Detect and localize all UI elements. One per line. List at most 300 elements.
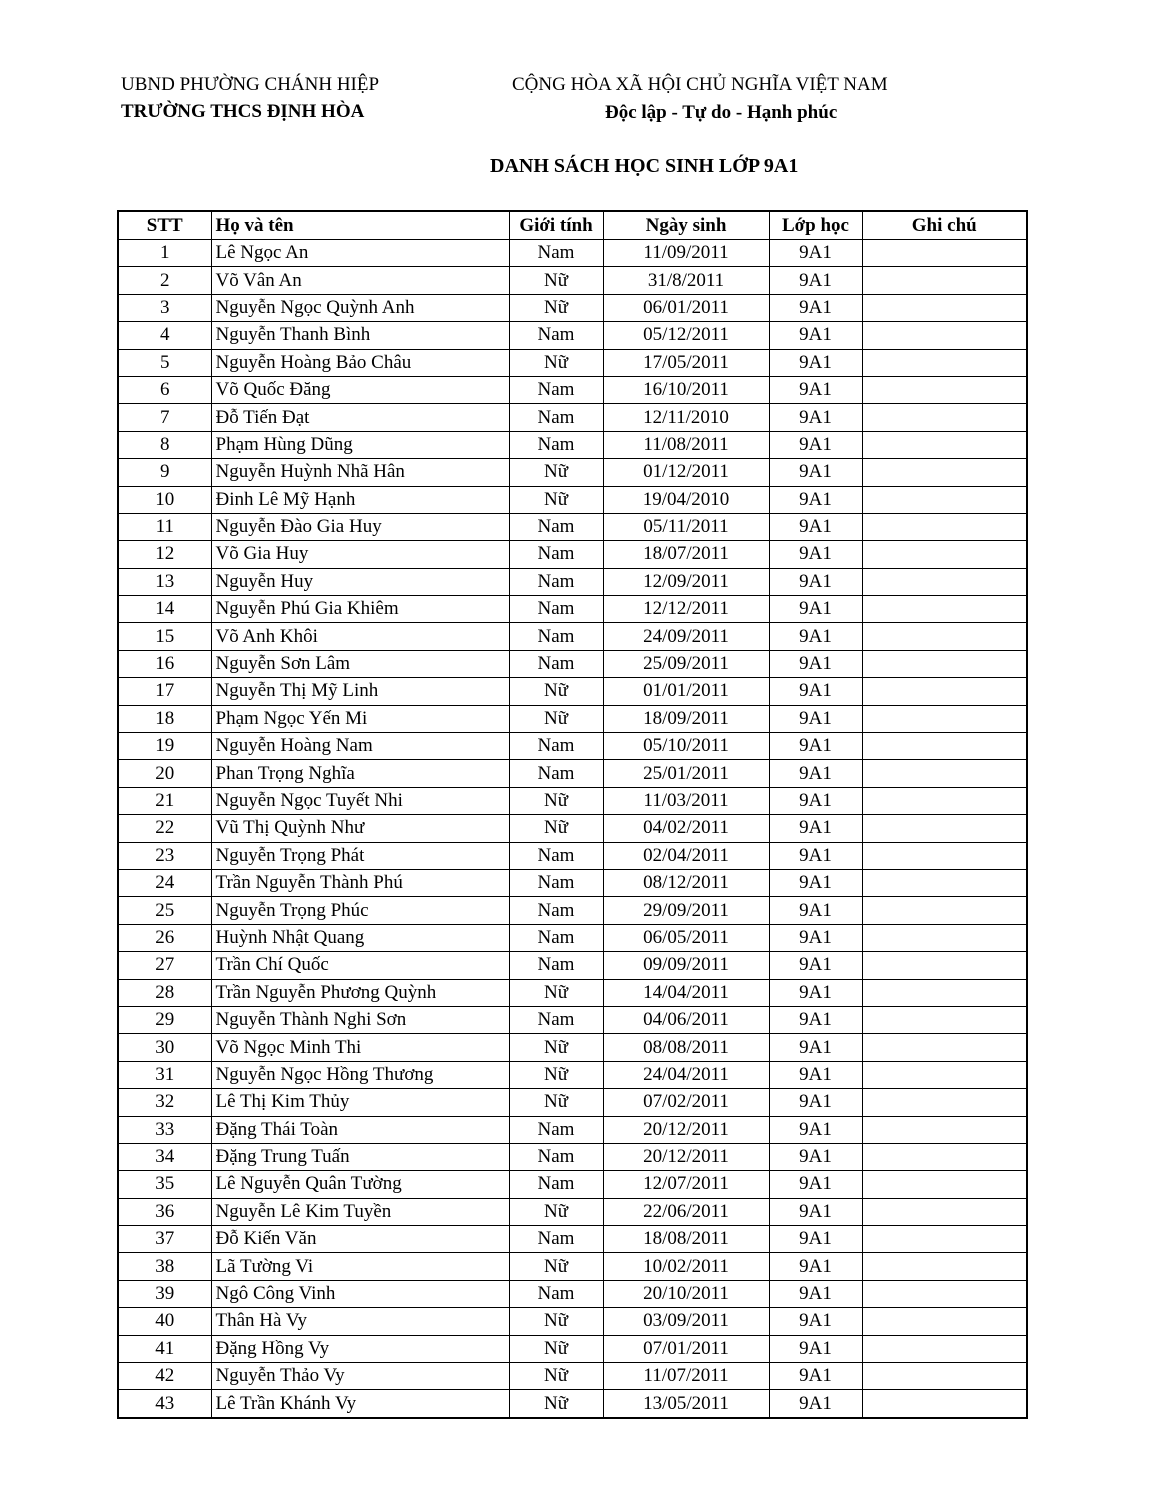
cell-gender: Nữ: [509, 294, 603, 321]
table-row: [118, 1335, 1027, 1362]
cell-stt: 28: [118, 979, 211, 1006]
cell-name: Đinh Lê Mỹ Hạnh: [211, 486, 509, 513]
cell-class: 9A1: [769, 349, 862, 376]
table-row: [118, 815, 1027, 842]
cell-stt: 39: [118, 1280, 211, 1307]
cell-class: 9A1: [769, 760, 862, 787]
cell-name: Võ Anh Khôi: [211, 623, 509, 650]
cell-notes: [862, 1308, 1027, 1335]
cell-stt: 43: [118, 1390, 211, 1418]
cell-notes: [862, 1171, 1027, 1198]
cell-name: Nguyễn Thảo Vy: [211, 1363, 509, 1390]
table-row: [118, 1198, 1027, 1225]
table-row: [118, 513, 1027, 540]
cell-class: 9A1: [769, 1308, 862, 1335]
cell-class: 9A1: [769, 1390, 862, 1418]
table-row: [118, 1253, 1027, 1280]
cell-stt: 1: [118, 240, 211, 267]
cell-gender: Nam: [509, 842, 603, 869]
cell-gender: Nữ: [509, 1390, 603, 1418]
cell-name: Đặng Hồng Vy: [211, 1335, 509, 1362]
cell-stt: 40: [118, 1308, 211, 1335]
cell-name: Thân Hà Vy: [211, 1308, 509, 1335]
table-row: [118, 979, 1027, 1006]
cell-gender: Nữ: [509, 1198, 603, 1225]
table-row: [118, 1034, 1027, 1061]
cell-class: 9A1: [769, 1143, 862, 1170]
cell-name: Huỳnh Nhật Quang: [211, 924, 509, 951]
cell-birthdate: 19/04/2010: [603, 486, 769, 513]
table-row: [118, 1390, 1027, 1418]
cell-gender: Nam: [509, 897, 603, 924]
column-header-name: Họ và tên: [211, 211, 509, 240]
cell-class: 9A1: [769, 376, 862, 403]
cell-class: 9A1: [769, 952, 862, 979]
cell-notes: [862, 1226, 1027, 1253]
cell-notes: [862, 267, 1027, 294]
table-row: [118, 404, 1027, 431]
column-header-notes: Ghi chú: [862, 211, 1027, 240]
cell-name: Lê Thị Kim Thủy: [211, 1089, 509, 1116]
document-title: DANH SÁCH HỌC SINH LỚP 9A1: [490, 155, 799, 177]
table-header-row: [118, 211, 1027, 240]
cell-birthdate: 01/12/2011: [603, 459, 769, 486]
cell-birthdate: 05/12/2011: [603, 322, 769, 349]
cell-stt: 19: [118, 733, 211, 760]
cell-notes: [862, 568, 1027, 595]
cell-name: Lã Tường Vi: [211, 1253, 509, 1280]
cell-notes: [862, 1390, 1027, 1418]
cell-gender: Nam: [509, 733, 603, 760]
column-header-stt: STT: [118, 211, 211, 240]
cell-gender: Nữ: [509, 1308, 603, 1335]
cell-gender: Nam: [509, 431, 603, 458]
cell-class: 9A1: [769, 568, 862, 595]
cell-name: Nguyễn Phú Gia Khiêm: [211, 596, 509, 623]
cell-class: 9A1: [769, 1089, 862, 1116]
cell-name: Trần Chí Quốc: [211, 952, 509, 979]
cell-birthdate: 06/01/2011: [603, 294, 769, 321]
cell-stt: 37: [118, 1226, 211, 1253]
cell-gender: Nữ: [509, 815, 603, 842]
cell-stt: 26: [118, 924, 211, 951]
cell-notes: [862, 1253, 1027, 1280]
cell-name: Lê Ngọc An: [211, 240, 509, 267]
cell-birthdate: 12/07/2011: [603, 1171, 769, 1198]
cell-birthdate: 01/01/2011: [603, 678, 769, 705]
cell-notes: [862, 678, 1027, 705]
cell-notes: [862, 1198, 1027, 1225]
table-row: [118, 322, 1027, 349]
cell-birthdate: 11/07/2011: [603, 1363, 769, 1390]
cell-stt: 16: [118, 650, 211, 677]
cell-notes: [862, 240, 1027, 267]
table-row: [118, 1308, 1027, 1335]
table-row: [118, 1363, 1027, 1390]
cell-stt: 24: [118, 869, 211, 896]
cell-gender: Nữ: [509, 1335, 603, 1362]
cell-stt: 41: [118, 1335, 211, 1362]
table-row: [118, 1006, 1027, 1033]
cell-stt: 2: [118, 267, 211, 294]
table-row: [118, 1171, 1027, 1198]
cell-gender: Nam: [509, 541, 603, 568]
cell-birthdate: 12/09/2011: [603, 568, 769, 595]
cell-notes: [862, 404, 1027, 431]
table-row: [118, 431, 1027, 458]
cell-class: 9A1: [769, 733, 862, 760]
cell-notes: [862, 869, 1027, 896]
cell-gender: Nữ: [509, 267, 603, 294]
cell-class: 9A1: [769, 1116, 862, 1143]
cell-notes: [862, 842, 1027, 869]
cell-notes: [862, 349, 1027, 376]
table-row: [118, 1226, 1027, 1253]
cell-name: Phạm Hùng Dũng: [211, 431, 509, 458]
cell-notes: [862, 897, 1027, 924]
cell-class: 9A1: [769, 1061, 862, 1088]
cell-birthdate: 29/09/2011: [603, 897, 769, 924]
cell-class: 9A1: [769, 815, 862, 842]
cell-gender: Nam: [509, 924, 603, 951]
table-row: [118, 733, 1027, 760]
cell-class: 9A1: [769, 1034, 862, 1061]
cell-birthdate: 04/02/2011: [603, 815, 769, 842]
cell-gender: Nữ: [509, 459, 603, 486]
table-body: [118, 240, 1027, 1418]
cell-birthdate: 22/06/2011: [603, 1198, 769, 1225]
cell-class: 9A1: [769, 623, 862, 650]
cell-stt: 5: [118, 349, 211, 376]
cell-gender: Nữ: [509, 349, 603, 376]
cell-stt: 42: [118, 1363, 211, 1390]
cell-name: Nguyễn Huy: [211, 568, 509, 595]
cell-birthdate: 08/08/2011: [603, 1034, 769, 1061]
cell-stt: 34: [118, 1143, 211, 1170]
cell-birthdate: 20/12/2011: [603, 1143, 769, 1170]
table-row: [118, 869, 1027, 896]
cell-name: Nguyễn Thanh Bình: [211, 322, 509, 349]
cell-gender: Nam: [509, 376, 603, 403]
cell-notes: [862, 1280, 1027, 1307]
cell-stt: 10: [118, 486, 211, 513]
cell-notes: [862, 431, 1027, 458]
cell-birthdate: 20/10/2011: [603, 1280, 769, 1307]
cell-notes: [862, 1116, 1027, 1143]
cell-class: 9A1: [769, 924, 862, 951]
cell-stt: 27: [118, 952, 211, 979]
cell-notes: [862, 705, 1027, 732]
cell-birthdate: 07/01/2011: [603, 1335, 769, 1362]
cell-class: 9A1: [769, 1226, 862, 1253]
cell-stt: 15: [118, 623, 211, 650]
cell-gender: Nam: [509, 513, 603, 540]
cell-gender: Nam: [509, 1226, 603, 1253]
cell-name: Nguyễn Huỳnh Nhã Hân: [211, 459, 509, 486]
cell-gender: Nam: [509, 869, 603, 896]
cell-name: Đỗ Kiến Văn: [211, 1226, 509, 1253]
cell-birthdate: 18/09/2011: [603, 705, 769, 732]
cell-class: 9A1: [769, 1198, 862, 1225]
cell-birthdate: 20/12/2011: [603, 1116, 769, 1143]
cell-birthdate: 12/12/2011: [603, 596, 769, 623]
cell-birthdate: 25/01/2011: [603, 760, 769, 787]
cell-gender: Nam: [509, 240, 603, 267]
cell-stt: 25: [118, 897, 211, 924]
cell-stt: 22: [118, 815, 211, 842]
cell-notes: [862, 1006, 1027, 1033]
cell-gender: Nam: [509, 1116, 603, 1143]
table-row: [118, 760, 1027, 787]
cell-birthdate: 11/08/2011: [603, 431, 769, 458]
cell-stt: 35: [118, 1171, 211, 1198]
table-row: [118, 459, 1027, 486]
cell-stt: 36: [118, 1198, 211, 1225]
cell-stt: 17: [118, 678, 211, 705]
cell-notes: [862, 650, 1027, 677]
school-name: TRƯỜNG THCS ĐỊNH HÒA: [121, 101, 365, 122]
cell-class: 9A1: [769, 650, 862, 677]
cell-class: 9A1: [769, 240, 862, 267]
table-row: [118, 650, 1027, 677]
cell-stt: 29: [118, 1006, 211, 1033]
cell-name: Đặng Trung Tuấn: [211, 1143, 509, 1170]
cell-birthdate: 14/04/2011: [603, 979, 769, 1006]
cell-stt: 23: [118, 842, 211, 869]
cell-notes: [862, 596, 1027, 623]
cell-gender: Nữ: [509, 979, 603, 1006]
cell-name: Nguyễn Ngọc Hồng Thương: [211, 1061, 509, 1088]
cell-notes: [862, 733, 1027, 760]
cell-stt: 13: [118, 568, 211, 595]
cell-class: 9A1: [769, 541, 862, 568]
cell-birthdate: 09/09/2011: [603, 952, 769, 979]
cell-birthdate: 24/09/2011: [603, 623, 769, 650]
table-row: [118, 1280, 1027, 1307]
cell-class: 9A1: [769, 705, 862, 732]
cell-notes: [862, 1034, 1027, 1061]
cell-birthdate: 25/09/2011: [603, 650, 769, 677]
cell-birthdate: 24/04/2011: [603, 1061, 769, 1088]
cell-gender: Nữ: [509, 787, 603, 814]
cell-gender: Nam: [509, 322, 603, 349]
table-row: [118, 486, 1027, 513]
table-row: [118, 1116, 1027, 1143]
table-row: [118, 294, 1027, 321]
cell-stt: 14: [118, 596, 211, 623]
cell-name: Lê Nguyễn Quân Tường: [211, 1171, 509, 1198]
cell-name: Đỗ Tiến Đạt: [211, 404, 509, 431]
table-row: [118, 568, 1027, 595]
table-row: [118, 842, 1027, 869]
cell-stt: 8: [118, 431, 211, 458]
cell-notes: [862, 513, 1027, 540]
cell-name: Ngô Công Vinh: [211, 1280, 509, 1307]
cell-gender: Nữ: [509, 1034, 603, 1061]
cell-class: 9A1: [769, 431, 862, 458]
cell-gender: Nam: [509, 760, 603, 787]
cell-class: 9A1: [769, 322, 862, 349]
cell-class: 9A1: [769, 459, 862, 486]
cell-stt: 11: [118, 513, 211, 540]
cell-gender: Nữ: [509, 1089, 603, 1116]
cell-stt: 32: [118, 1089, 211, 1116]
cell-class: 9A1: [769, 1006, 862, 1033]
cell-name: Nguyễn Thị Mỹ Linh: [211, 678, 509, 705]
cell-gender: Nam: [509, 568, 603, 595]
cell-birthdate: 02/04/2011: [603, 842, 769, 869]
cell-stt: 9: [118, 459, 211, 486]
cell-stt: 3: [118, 294, 211, 321]
cell-stt: 18: [118, 705, 211, 732]
cell-birthdate: 18/08/2011: [603, 1226, 769, 1253]
cell-name: Phan Trọng Nghĩa: [211, 760, 509, 787]
cell-notes: [862, 294, 1027, 321]
cell-name: Lê Trần Khánh Vy: [211, 1390, 509, 1418]
cell-stt: 12: [118, 541, 211, 568]
table-row: [118, 924, 1027, 951]
cell-birthdate: 18/07/2011: [603, 541, 769, 568]
cell-class: 9A1: [769, 1171, 862, 1198]
cell-gender: Nam: [509, 952, 603, 979]
table-row: [118, 952, 1027, 979]
cell-stt: 33: [118, 1116, 211, 1143]
table-row: [118, 376, 1027, 403]
cell-class: 9A1: [769, 678, 862, 705]
cell-stt: 38: [118, 1253, 211, 1280]
cell-name: Nguyễn Hoàng Nam: [211, 733, 509, 760]
cell-birthdate: 05/11/2011: [603, 513, 769, 540]
cell-notes: [862, 979, 1027, 1006]
cell-class: 9A1: [769, 897, 862, 924]
cell-name: Nguyễn Trọng Phúc: [211, 897, 509, 924]
cell-name: Nguyễn Hoàng Bảo Châu: [211, 349, 509, 376]
cell-notes: [862, 1089, 1027, 1116]
authority-name: UBND PHƯỜNG CHÁNH HIỆP: [121, 74, 380, 95]
table-row: [118, 1143, 1027, 1170]
column-header-class: Lớp học: [769, 211, 862, 240]
cell-name: Nguyễn Ngọc Quỳnh Anh: [211, 294, 509, 321]
cell-notes: [862, 815, 1027, 842]
cell-name: Trần Nguyễn Thành Phú: [211, 869, 509, 896]
table-row: [118, 787, 1027, 814]
cell-name: Đặng Thái Toàn: [211, 1116, 509, 1143]
cell-name: Nguyễn Lê Kim Tuyền: [211, 1198, 509, 1225]
cell-class: 9A1: [769, 1280, 862, 1307]
cell-notes: [862, 486, 1027, 513]
table-row: [118, 349, 1027, 376]
cell-gender: Nữ: [509, 1363, 603, 1390]
cell-class: 9A1: [769, 1253, 862, 1280]
cell-gender: Nam: [509, 650, 603, 677]
cell-birthdate: 31/8/2011: [603, 267, 769, 294]
cell-class: 9A1: [769, 513, 862, 540]
cell-gender: Nữ: [509, 678, 603, 705]
cell-name: Nguyễn Sơn Lâm: [211, 650, 509, 677]
cell-birthdate: 11/09/2011: [603, 240, 769, 267]
cell-class: 9A1: [769, 1335, 862, 1362]
cell-gender: Nam: [509, 1006, 603, 1033]
table-row: [118, 1089, 1027, 1116]
cell-notes: [862, 541, 1027, 568]
table-row: [118, 623, 1027, 650]
cell-birthdate: 16/10/2011: [603, 376, 769, 403]
cell-notes: [862, 924, 1027, 951]
cell-notes: [862, 322, 1027, 349]
cell-name: Võ Gia Huy: [211, 541, 509, 568]
cell-name: Võ Ngọc Minh Thi: [211, 1034, 509, 1061]
cell-class: 9A1: [769, 596, 862, 623]
cell-gender: Nam: [509, 623, 603, 650]
cell-notes: [862, 1335, 1027, 1362]
cell-gender: Nữ: [509, 705, 603, 732]
cell-notes: [862, 952, 1027, 979]
cell-notes: [862, 623, 1027, 650]
cell-birthdate: 11/03/2011: [603, 787, 769, 814]
cell-stt: 7: [118, 404, 211, 431]
cell-birthdate: 13/05/2011: [603, 1390, 769, 1418]
cell-stt: 21: [118, 787, 211, 814]
table-row: [118, 1061, 1027, 1088]
cell-class: 9A1: [769, 1363, 862, 1390]
student-table: [117, 210, 1028, 1419]
cell-notes: [862, 376, 1027, 403]
cell-birthdate: 05/10/2011: [603, 733, 769, 760]
cell-name: Nguyễn Thành Nghi Sơn: [211, 1006, 509, 1033]
cell-gender: Nam: [509, 1171, 603, 1198]
cell-class: 9A1: [769, 787, 862, 814]
cell-birthdate: 12/11/2010: [603, 404, 769, 431]
cell-gender: Nam: [509, 1280, 603, 1307]
table-row: [118, 240, 1027, 267]
cell-birthdate: 07/02/2011: [603, 1089, 769, 1116]
cell-class: 9A1: [769, 486, 862, 513]
cell-name: Nguyễn Ngọc Tuyết Nhi: [211, 787, 509, 814]
column-header-gender: Giới tính: [509, 211, 603, 240]
cell-birthdate: 04/06/2011: [603, 1006, 769, 1033]
cell-class: 9A1: [769, 979, 862, 1006]
national-title: CỘNG HÒA XÃ HỘI CHỦ NGHĨA VIỆT NAM: [512, 74, 888, 95]
cell-gender: Nữ: [509, 486, 603, 513]
cell-gender: Nữ: [509, 1253, 603, 1280]
cell-class: 9A1: [769, 267, 862, 294]
cell-name: Nguyễn Đào Gia Huy: [211, 513, 509, 540]
cell-name: Nguyễn Trọng Phát: [211, 842, 509, 869]
table-row: [118, 267, 1027, 294]
cell-birthdate: 03/09/2011: [603, 1308, 769, 1335]
cell-notes: [862, 1061, 1027, 1088]
table-row: [118, 596, 1027, 623]
cell-stt: 4: [118, 322, 211, 349]
cell-gender: Nam: [509, 404, 603, 431]
table-row: [118, 678, 1027, 705]
cell-name: Vũ Thị Quỳnh Như: [211, 815, 509, 842]
table-row: [118, 541, 1027, 568]
cell-name: Võ Vân An: [211, 267, 509, 294]
cell-notes: [862, 1143, 1027, 1170]
cell-gender: Nam: [509, 596, 603, 623]
cell-notes: [862, 760, 1027, 787]
cell-name: Võ Quốc Đăng: [211, 376, 509, 403]
cell-birthdate: 06/05/2011: [603, 924, 769, 951]
table-row: [118, 897, 1027, 924]
cell-stt: 6: [118, 376, 211, 403]
cell-name: Trần Nguyễn Phương Quỳnh: [211, 979, 509, 1006]
cell-birthdate: 10/02/2011: [603, 1253, 769, 1280]
cell-notes: [862, 787, 1027, 814]
cell-notes: [862, 1363, 1027, 1390]
cell-stt: 31: [118, 1061, 211, 1088]
